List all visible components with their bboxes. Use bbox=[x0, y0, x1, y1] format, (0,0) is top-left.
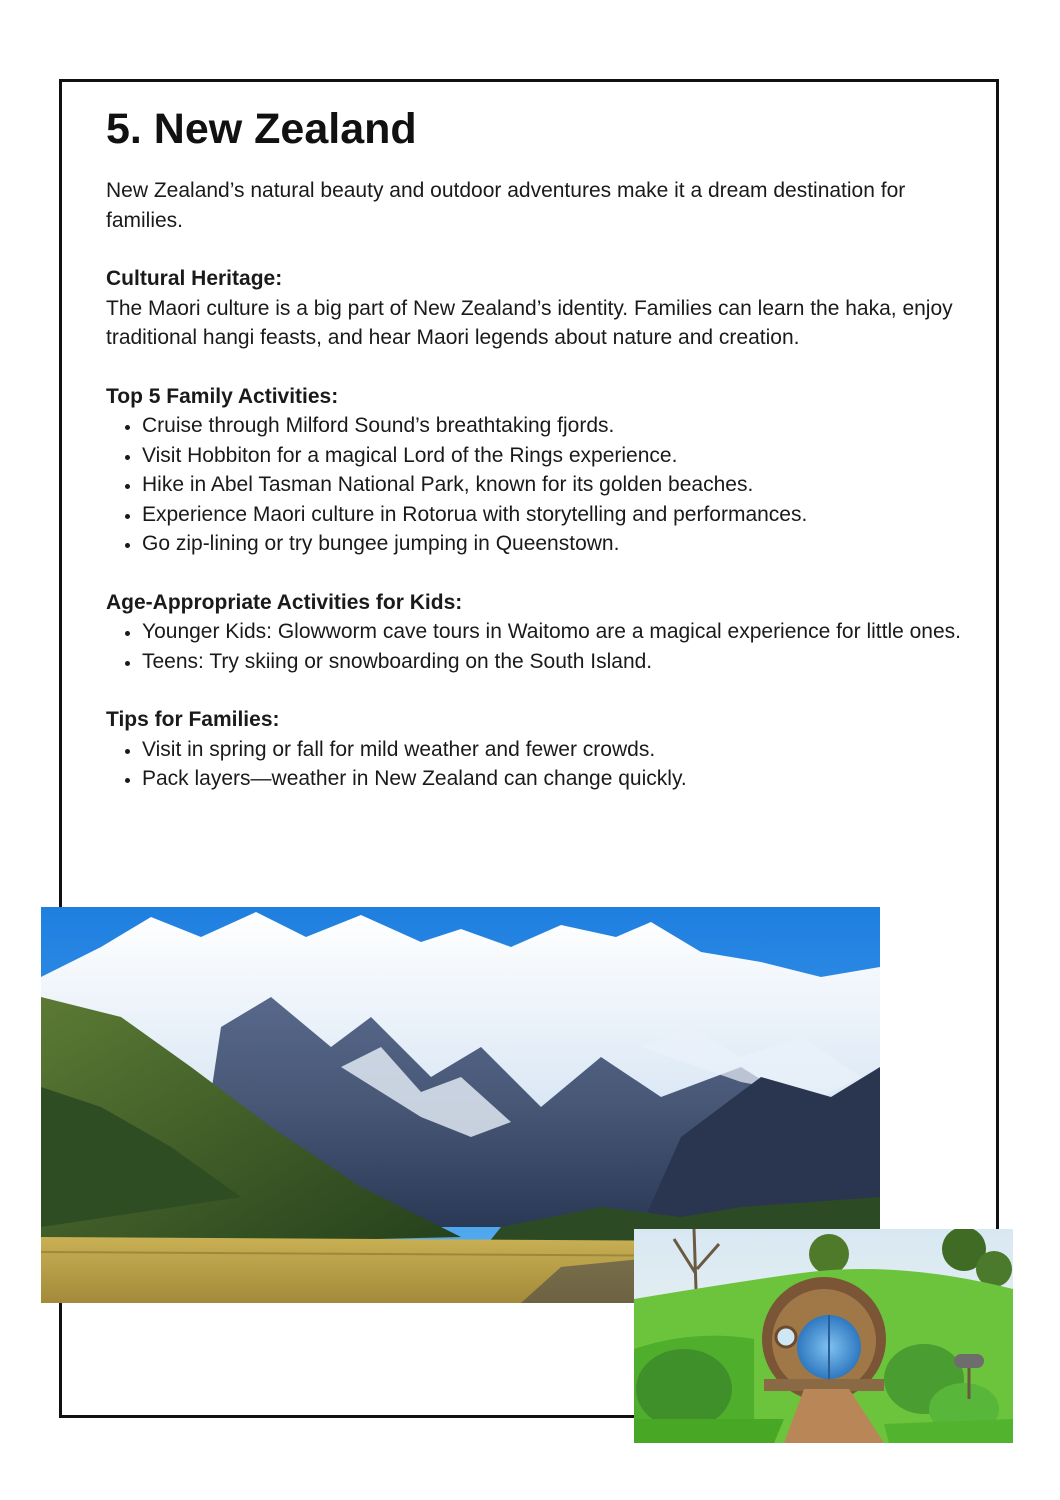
cultural-paragraph: The Maori culture is a big part of New Zealand’s identity. Families can learn the haka, enjoy traditional hangi feasts, and hear Maori legends about nature and creation. bbox=[106, 296, 953, 349]
activities-heading: Top 5 Family Activities: bbox=[106, 384, 339, 408]
page-title: 5. New Zealand bbox=[106, 105, 417, 153]
list-item: • Pack layers—weather in New Zealand can change quickly. bbox=[142, 764, 966, 794]
list-item: • Visit in spring or fall for mild weather and fewer crowds. bbox=[142, 735, 966, 765]
tips-heading: Tips for Families: bbox=[106, 708, 280, 731]
activities-section bbox=[106, 382, 966, 559]
list-item: • Experience Maori culture in Rotorua with storytelling and performances. bbox=[142, 500, 966, 530]
list-item: • Visit Hobbiton for a magical Lord of the Rings experience. bbox=[142, 441, 966, 471]
list-item: • Hike in Abel Tasman National Park, known for its golden beaches. bbox=[142, 470, 966, 500]
tips-list bbox=[106, 735, 966, 794]
tips-section bbox=[106, 705, 966, 794]
intro-paragraph: New Zealand’s natural beauty and outdoor adventures make it a dream destination for families. bbox=[106, 179, 906, 232]
cultural-section bbox=[106, 264, 966, 353]
kids-heading: Age-Appropriate Activities for Kids: bbox=[106, 590, 463, 614]
list-item: • Go zip-lining or try bungee jumping in Queenstown. bbox=[142, 529, 966, 559]
list-item: • Cruise through Milford Sound’s breathtaking fjords. bbox=[142, 411, 966, 441]
kids-list bbox=[106, 617, 966, 676]
cultural-heading: Cultural Heritage: bbox=[106, 267, 283, 290]
hobbit-hole-photo bbox=[634, 1229, 1013, 1443]
kids-section bbox=[106, 588, 966, 677]
list-item: • Teens: Try skiing or snowboarding on the South Island. bbox=[142, 647, 966, 677]
activities-list bbox=[106, 411, 966, 559]
list-item: • Younger Kids: Glowworm cave tours in Waitomo are a magical experience for little ones. bbox=[142, 617, 966, 647]
article bbox=[106, 100, 966, 794]
